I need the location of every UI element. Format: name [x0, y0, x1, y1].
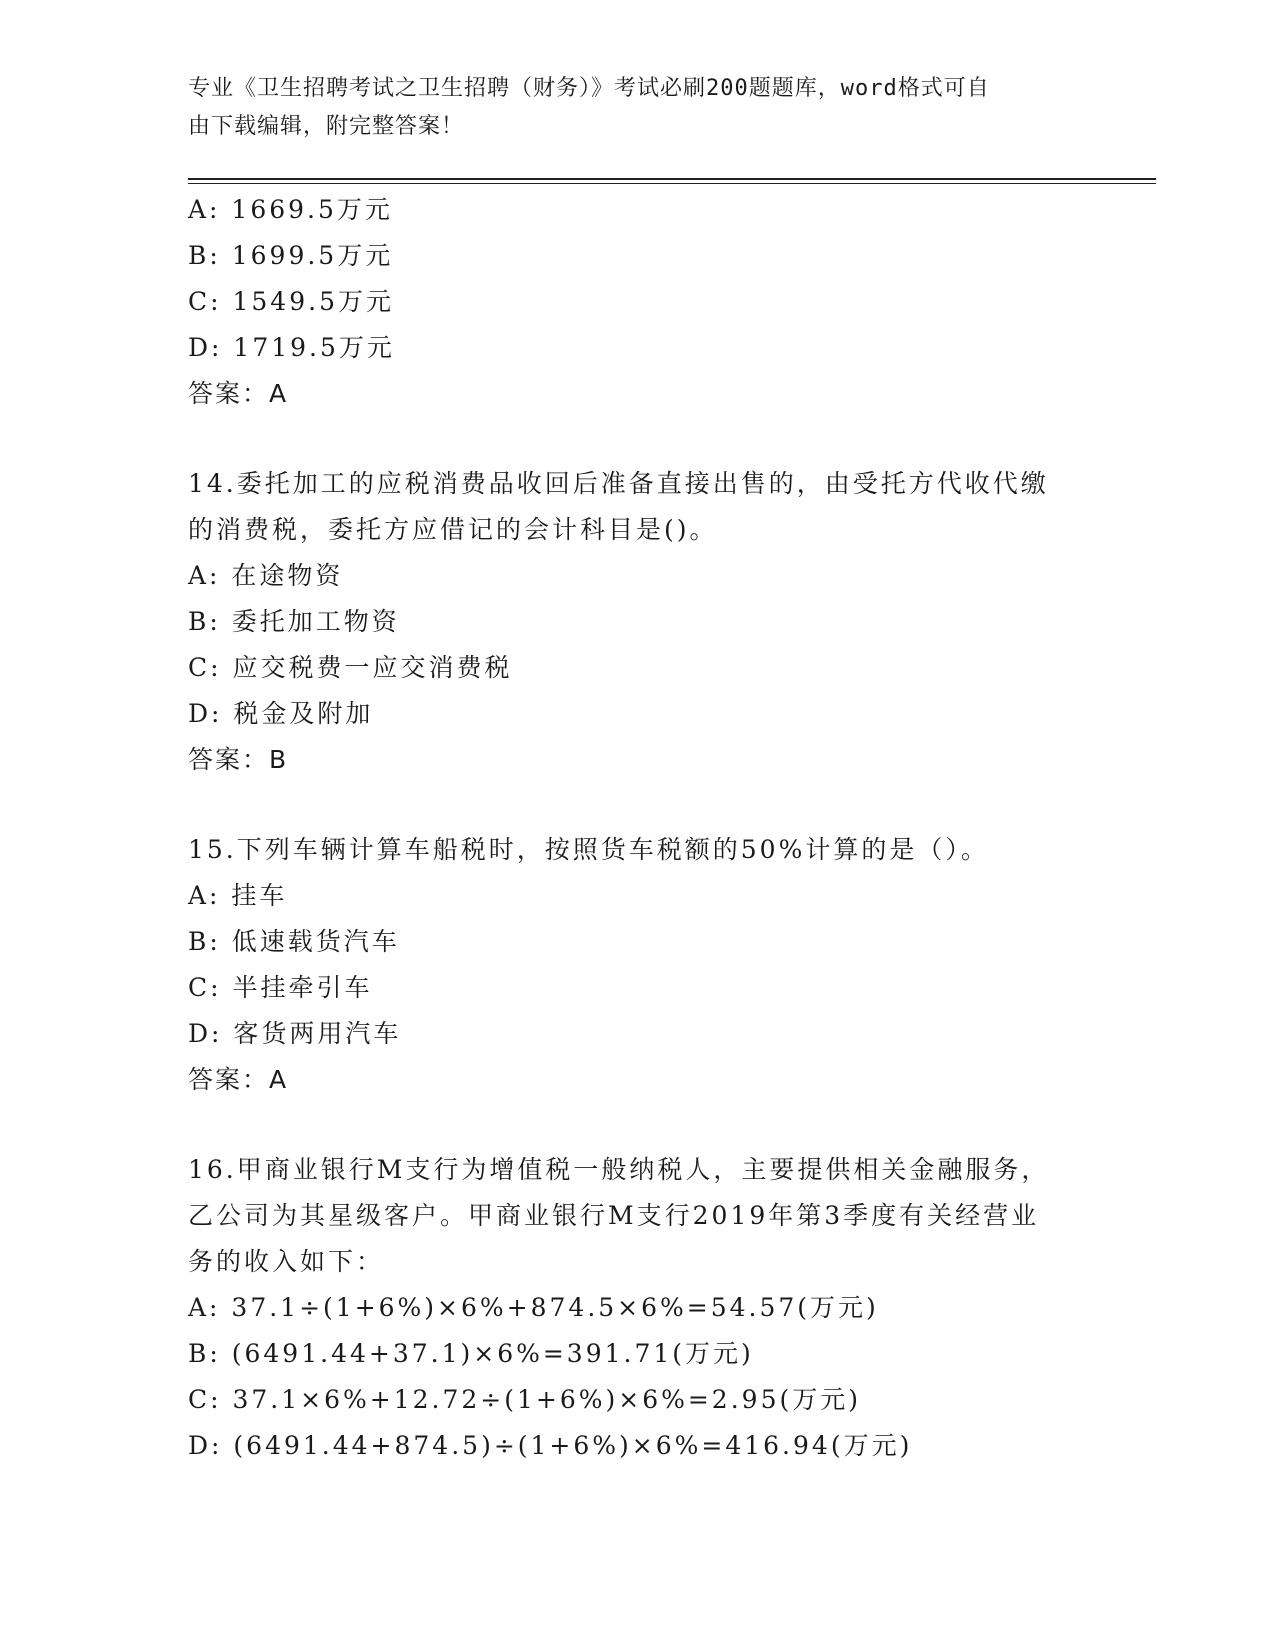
option-b: B: 低速载货汽车 — [188, 927, 400, 956]
question-content — [188, 187, 1088, 1469]
option-a: A: 挂车 — [188, 881, 288, 910]
answer: 答案：B — [188, 745, 289, 774]
question-14 — [188, 461, 1088, 783]
option-a: A: 37.1÷(1+6%)×6%+874.5×6%=54.57(万元) — [188, 1293, 879, 1322]
answer: 答案：A — [188, 379, 289, 408]
option-d: D: 客货两用汽车 — [188, 1019, 402, 1048]
option-a: A: 在途物资 — [188, 561, 344, 590]
header-rule-thick — [188, 178, 1156, 180]
option-a: A: 1669.5万元 — [188, 195, 393, 224]
option-b: B: 1699.5万元 — [188, 241, 394, 270]
question-text-line-1: 16.甲商业银行M支行为增值税一般纳税人，主要提供相关金融服务， — [188, 1155, 1050, 1184]
question-13 — [188, 187, 1088, 417]
option-c: C: 应交税费一应交消费税 — [188, 653, 513, 682]
option-d: D: 税金及附加 — [188, 699, 374, 728]
option-d: D: (6491.44+874.5)÷(1+6%)×6%=416.94(万元) — [188, 1431, 913, 1460]
option-c: C: 37.1×6%+12.72÷(1+6%)×6%=2.95(万元) — [188, 1385, 861, 1414]
question-text-line-1: 15.下列车辆计算车船税时，按照货车税额的50%计算的是（）。 — [188, 835, 989, 864]
header-rule-thin — [188, 183, 1156, 184]
question-text-line-1: 14.委托加工的应税消费品收回后准备直接出售的，由受托方代收代缴 — [188, 469, 1049, 498]
document-header — [188, 70, 1068, 146]
question-15 — [188, 827, 1088, 1103]
spacer — [188, 783, 1088, 827]
option-c: C: 1549.5万元 — [188, 287, 394, 316]
answer: 答案：A — [188, 1065, 289, 1094]
question-text-line-3: 务的收入如下： — [188, 1247, 385, 1276]
question-16 — [188, 1147, 1088, 1469]
option-b: B: (6491.44+37.1)×6%=391.71(万元) — [188, 1339, 754, 1368]
question-text-line-2: 乙公司为其星级客户。甲商业银行M支行2019年第3季度有关经营业 — [188, 1201, 1040, 1230]
question-text-line-2: 的消费税，委托方应借记的会计科目是()。 — [188, 515, 718, 544]
header-line-1: 专业《卫生招聘考试之卫生招聘（财务）》考试必刷200题题库，word格式可自 — [188, 76, 990, 101]
spacer — [188, 1103, 1088, 1147]
option-b: B: 委托加工物资 — [188, 607, 400, 636]
spacer — [188, 417, 1088, 461]
header-line-2: 由下载编辑，附完整答案！ — [188, 114, 465, 139]
option-c: C: 半挂牵引车 — [188, 973, 373, 1002]
option-d: D: 1719.5万元 — [188, 333, 395, 362]
